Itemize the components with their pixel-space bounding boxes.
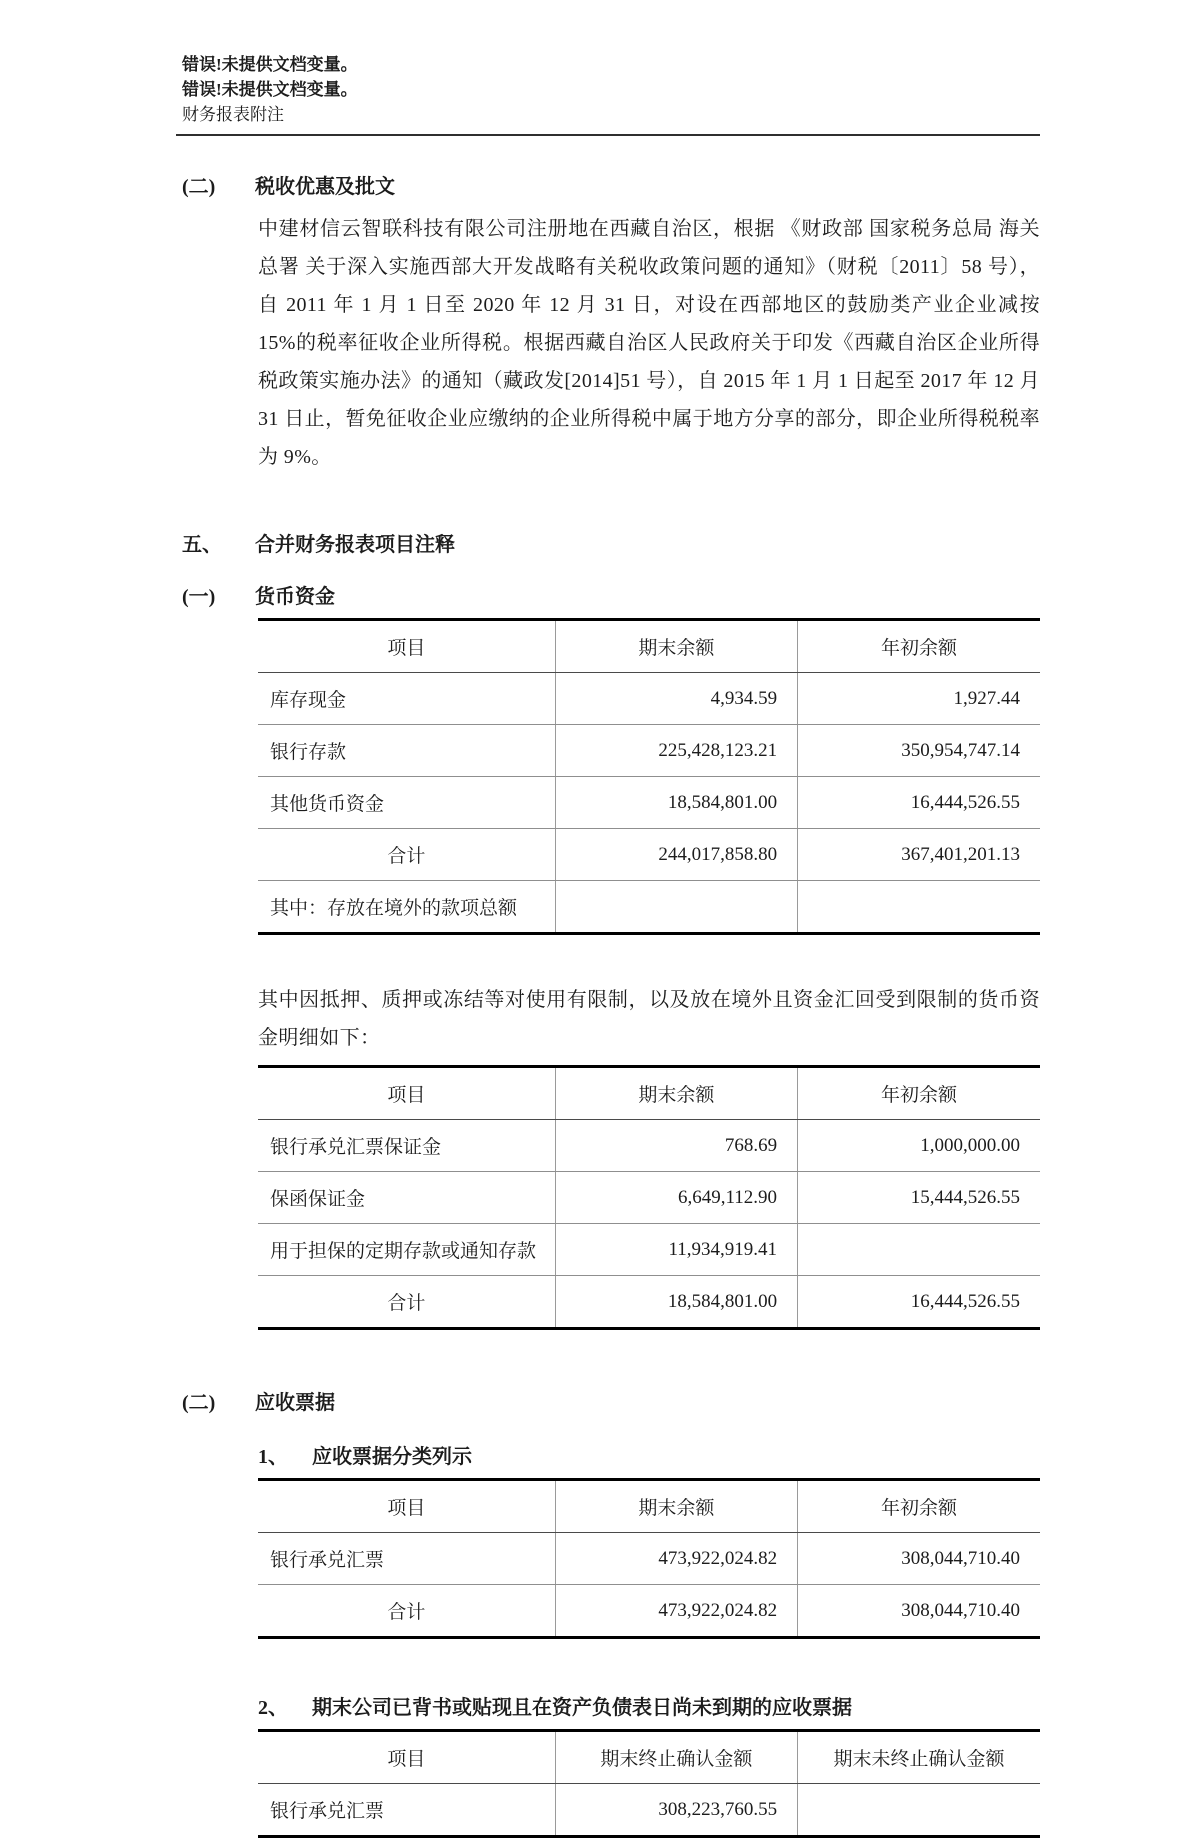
amount-cell: 15,444,526.55 bbox=[798, 1172, 1040, 1224]
amount-cell: 473,922,024.82 bbox=[555, 1533, 797, 1585]
item-cell: 合计 bbox=[387, 1602, 426, 1623]
section-tax-heading bbox=[182, 174, 1040, 200]
amount-cell: 18,584,801.00 bbox=[555, 777, 797, 829]
item-cell: 库存现金 bbox=[258, 673, 555, 725]
amount-cell: 11,934,919.41 bbox=[555, 1224, 797, 1276]
table-header-row bbox=[258, 1731, 1040, 1784]
section-cash-title: 货币资金 bbox=[255, 586, 335, 608]
document-header bbox=[182, 52, 1040, 127]
header-line-1: 错误!未提供文档变量。 bbox=[182, 55, 358, 74]
column-header: 项目 bbox=[258, 1480, 555, 1533]
item-cell: 其他货币资金 bbox=[258, 777, 555, 829]
column-header: 年初余额 bbox=[798, 1067, 1040, 1120]
table-total-row bbox=[258, 1276, 1040, 1329]
tax-paragraph: 中建材信云智联科技有限公司注册地在西藏自治区，根据 《财政部 国家税务总局 海关总署 关于深入实施西部大开发战略有关税收政策问题的通知》（财税〔2011〕58 号），自 2011 年 1 月 1 日至 2020 年 12 月 31 日，对设在西部地区的鼓励类产业企业减按 15%的税率征收企业所得税。根据西藏自治区人民政府关于印发《西藏自治区企业所得税政策实施办法》的通知（藏政发[2014]51 号），自 2015 年 1 月 1 日起至 2017 年 12 月 31 日止，暂免征收企业应缴纳的企业所得税中属于地方分享的部分，即企业所得税税率为 9%。 bbox=[258, 218, 1040, 468]
amount-cell: 1,927.44 bbox=[798, 673, 1040, 725]
section-bills-title: 应收票据 bbox=[255, 1392, 335, 1414]
column-header: 项目 bbox=[258, 620, 555, 673]
amount-cell bbox=[798, 1224, 1040, 1276]
amount-cell: 367,401,201.13 bbox=[798, 829, 1040, 881]
amount-cell: 308,223,760.55 bbox=[555, 1784, 797, 1837]
amount-cell: 308,044,710.40 bbox=[798, 1533, 1040, 1585]
column-header: 期末余额 bbox=[555, 1067, 797, 1120]
section-tax-label: (二) bbox=[182, 176, 216, 198]
item-cell: 其中：存放在境外的款项总额 bbox=[270, 898, 518, 919]
table-row bbox=[258, 777, 1040, 829]
section-notes-label: 五、 bbox=[182, 534, 222, 556]
amount-cell: 16,444,526.55 bbox=[798, 1276, 1040, 1329]
table-row bbox=[258, 1120, 1040, 1172]
section-notes-heading bbox=[182, 532, 1040, 558]
endorsed-bills-table bbox=[258, 1729, 1040, 1838]
restricted-cash-table bbox=[258, 1065, 1040, 1330]
column-header: 年初余额 bbox=[798, 1480, 1040, 1533]
item-cell: 银行承兑汇票 bbox=[270, 1801, 385, 1822]
item-cell: 用于担保的定期存款或通知存款 bbox=[258, 1224, 555, 1276]
table-row bbox=[258, 725, 1040, 777]
column-header: 期末余额 bbox=[555, 1480, 797, 1533]
header-line-3: 财务报表附注 bbox=[182, 105, 284, 124]
item-cell: 银行承兑汇票 bbox=[258, 1533, 555, 1585]
table-row bbox=[258, 881, 1040, 934]
table-row bbox=[258, 1224, 1040, 1276]
section-cash-heading bbox=[182, 584, 1040, 610]
amount-cell: 225,428,123.21 bbox=[555, 725, 797, 777]
amount-cell: 244,017,858.80 bbox=[555, 829, 797, 881]
amount-cell: 308,044,710.40 bbox=[798, 1585, 1040, 1638]
amount-cell: 6,649,112.90 bbox=[555, 1172, 797, 1224]
header-line-2: 错误!未提供文档变量。 bbox=[182, 80, 358, 99]
section-bills-label: (二) bbox=[182, 1392, 216, 1414]
restricted-cash-paragraph: 其中因抵押、质押或冻结等对使用有限制，以及放在境外且资金汇回受到限制的货币资金明细如下： bbox=[258, 989, 1040, 1049]
amount-cell bbox=[798, 1784, 1040, 1837]
subsection-bills-2-label: 2、 bbox=[258, 1697, 288, 1719]
table-header-row bbox=[258, 1480, 1040, 1533]
table-row bbox=[258, 1533, 1040, 1585]
amount-cell bbox=[798, 881, 1040, 934]
amount-cell: 16,444,526.55 bbox=[798, 777, 1040, 829]
subsection-bills-1-title: 应收票据分类列示 bbox=[312, 1446, 472, 1468]
item-cell: 银行存款 bbox=[258, 725, 555, 777]
table-total-row bbox=[258, 829, 1040, 881]
subsection-bills-2-title: 期末公司已背书或贴现且在资产负债表日尚未到期的应收票据 bbox=[312, 1697, 852, 1719]
amount-cell: 768.69 bbox=[555, 1120, 797, 1172]
table-total-row bbox=[258, 1585, 1040, 1638]
item-cell: 合计 bbox=[387, 1293, 426, 1314]
subsection-bills-1-label: 1、 bbox=[258, 1446, 288, 1468]
amount-cell: 1,000,000.00 bbox=[798, 1120, 1040, 1172]
amount-cell: 18,584,801.00 bbox=[555, 1276, 797, 1329]
amount-cell: 4,934.59 bbox=[555, 673, 797, 725]
section-tax-title: 税收优惠及批文 bbox=[255, 176, 395, 198]
column-header: 年初余额 bbox=[798, 620, 1040, 673]
section-cash-label: (一) bbox=[182, 586, 216, 608]
item-cell: 合计 bbox=[258, 829, 555, 881]
item-cell: 银行承兑汇票保证金 bbox=[258, 1120, 555, 1172]
item-cell: 保函保证金 bbox=[258, 1172, 555, 1224]
subsection-bills-2-heading bbox=[258, 1695, 1040, 1721]
bills-classification-table bbox=[258, 1478, 1040, 1639]
table-row bbox=[258, 1784, 1040, 1837]
column-header: 期末余额 bbox=[555, 620, 797, 673]
table-header-row bbox=[258, 620, 1040, 673]
section-notes-title: 合并财务报表项目注释 bbox=[255, 534, 455, 556]
column-header: 项目 bbox=[258, 1067, 555, 1120]
cash-table bbox=[258, 618, 1040, 935]
table-header-row bbox=[258, 1067, 1040, 1120]
amount-cell: 350,954,747.14 bbox=[798, 725, 1040, 777]
amount-cell bbox=[555, 881, 797, 934]
column-header: 项目 bbox=[258, 1731, 555, 1784]
header-divider bbox=[176, 134, 1040, 136]
section-bills-heading bbox=[182, 1390, 1040, 1416]
table-row bbox=[258, 673, 1040, 725]
column-header: 期末终止确认金额 bbox=[555, 1731, 797, 1784]
amount-cell: 473,922,024.82 bbox=[555, 1585, 797, 1638]
subsection-bills-1-heading bbox=[258, 1444, 1040, 1470]
table-row bbox=[258, 1172, 1040, 1224]
column-header: 期末未终止确认金额 bbox=[798, 1731, 1040, 1784]
